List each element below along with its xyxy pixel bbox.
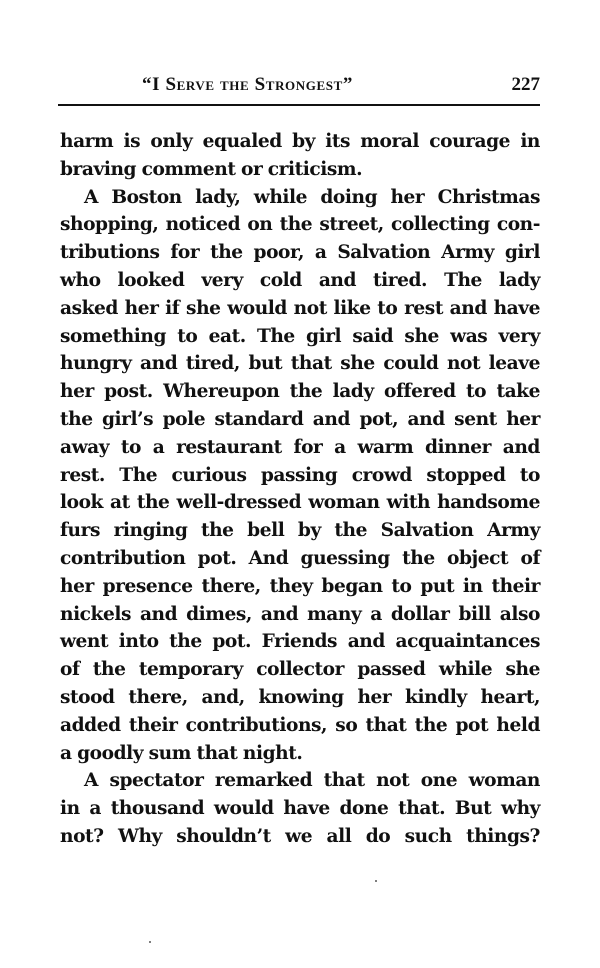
text-line: stood there, and, knowing her kindly heart, (60, 686, 540, 708)
body-text (60, 128, 540, 851)
paper-speck (375, 880, 377, 882)
text-line: who looked very cold and tired. The lady (60, 269, 540, 291)
text-line: away to a restaurant for a warm dinner and (60, 436, 540, 458)
text-line: a goodly sum that night. (60, 742, 303, 764)
text-line: asked her if she would not like to rest and have (60, 297, 540, 319)
text-line: something to eat. The girl said she was very (60, 325, 540, 347)
text-line: contribution pot. And guessing the object of (60, 547, 540, 569)
text-line: in a thousand would have done that. But why (60, 798, 540, 820)
text-line: A spectator remarked that not one woman (84, 770, 540, 792)
text-line: look at the well-dressed woman with handsome (60, 492, 540, 514)
text-line: A Boston lady, while doing her Christmas (84, 186, 540, 208)
text-line: rest. The curious passing crowd stopped to (60, 464, 540, 486)
text-line: added their contributions, so that the pot held (60, 714, 540, 736)
running-head (60, 74, 540, 102)
paper-speck (149, 941, 151, 943)
running-head-title: “I Serve the Strongest” (142, 74, 353, 95)
text-line: went into the pot. Friends and acquaintances (60, 631, 540, 653)
text-line: not? Why shouldn’t we all do such things? (60, 825, 540, 847)
text-line: braving comment or criticism. (60, 158, 363, 180)
text-line: her presence there, they began to put in their (60, 575, 540, 597)
page-number: 227 (511, 74, 540, 95)
text-line: shopping, noticed on the street, collecting con- (60, 214, 540, 236)
text-line: of the temporary collector passed while she (60, 659, 540, 681)
text-line: nickels and dimes, and many a dollar bill also (60, 603, 540, 625)
text-line: harm is only equaled by its moral courage in (60, 131, 540, 152)
header-rule (58, 104, 540, 106)
text-line: tributions for the poor, a Salvation Army girl (60, 242, 540, 264)
text-line: the girl’s pole standard and pot, and sent her (60, 408, 540, 430)
text-line: hungry and tired, but that she could not leave (60, 353, 540, 375)
text-line: furs ringing the bell by the Salvation Army (60, 520, 540, 542)
text-line: her post. Whereupon the lady offered to take (60, 381, 540, 403)
